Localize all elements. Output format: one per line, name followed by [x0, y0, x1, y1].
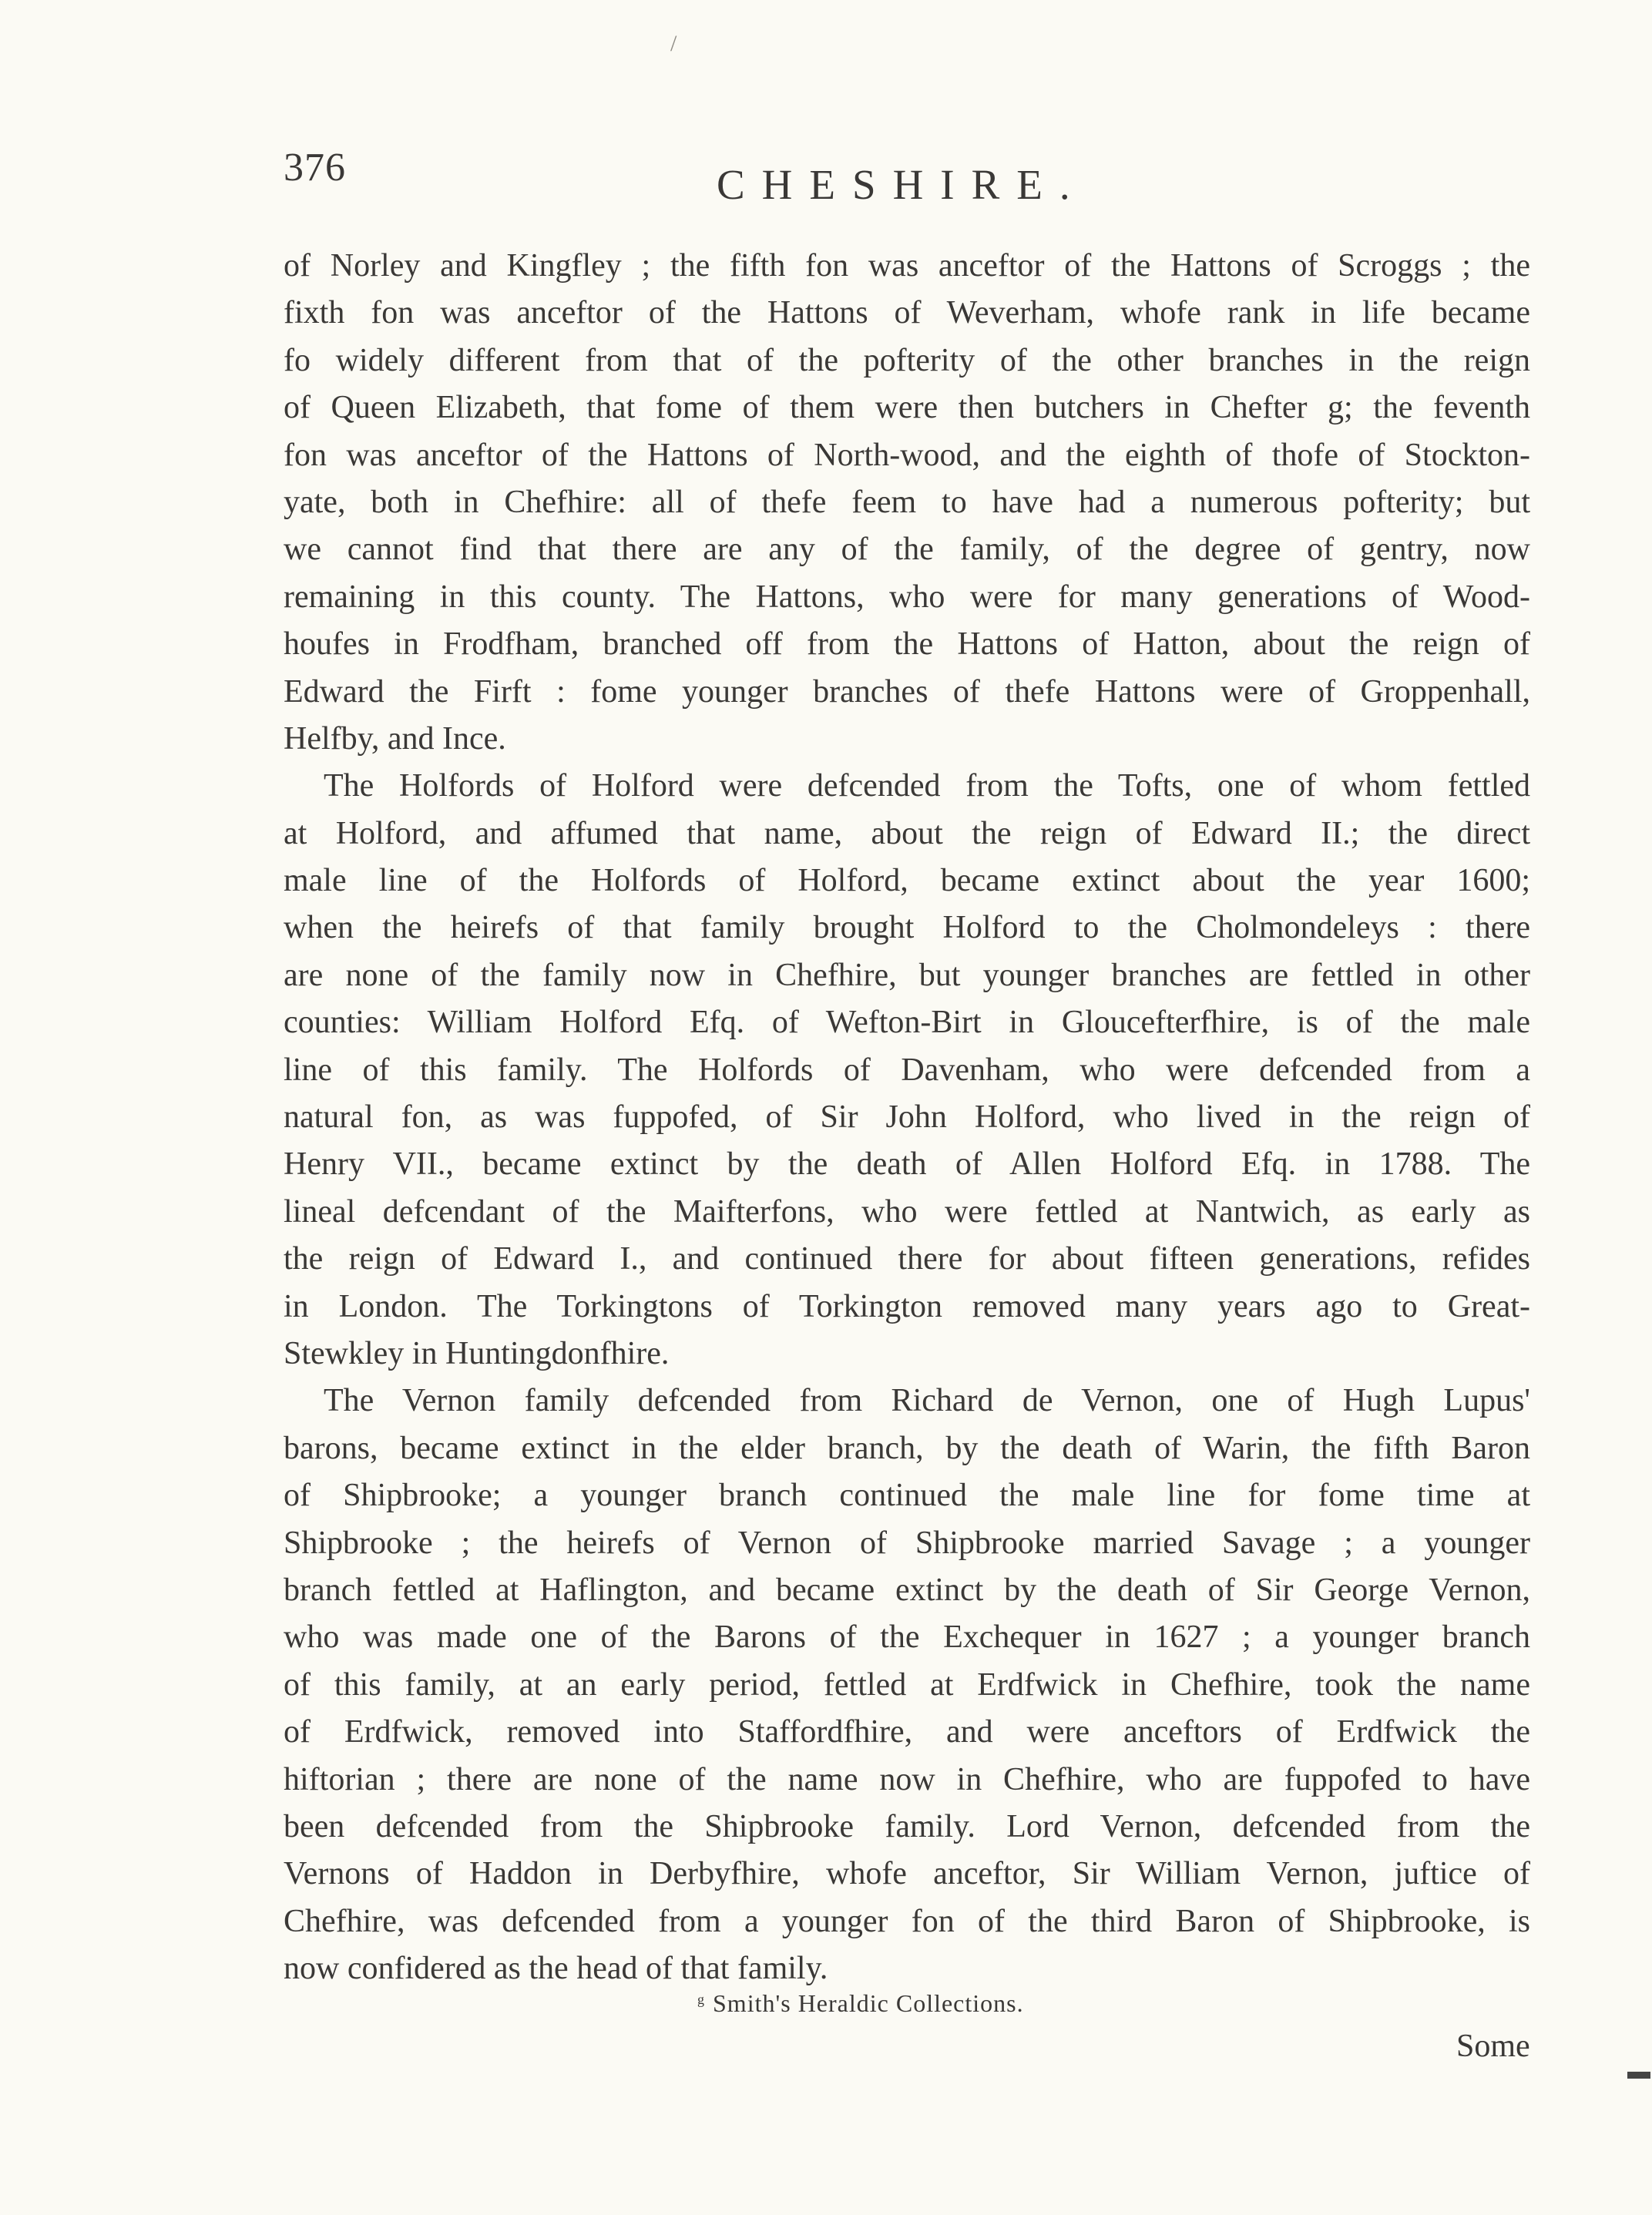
page-number: 376 [284, 146, 346, 190]
text-line: of this family, at an early period, fettled at Erdfwick in Chefhire, took the name [284, 1666, 1530, 1703]
text-line: barons, became extinct in the elder branch, by the death of Warin, the fifth Baron [284, 1430, 1530, 1466]
text-line: the reign of Edward I., and continued there for about fifteen generations, refides [284, 1241, 1530, 1277]
text-line: of Shipbrooke; a younger branch continued the male line for fome time at [284, 1478, 1530, 1514]
paragraph-vernons [284, 1378, 1530, 1992]
text-line: of Queen Elizabeth, that fome of them were then butchers in Chefter g; the feventh [284, 390, 1530, 426]
text-line: line of this family. The Holfords of Davenham, who were defcended from a [284, 1052, 1530, 1088]
footnote-text: Smith's Heraldic Collections. [713, 1989, 1024, 2017]
text-line: Chefhire, was defcended from a younger fon of the third Baron of Shipbrooke, is [284, 1903, 1530, 1939]
text-line: fon was anceftor of the Hattons of North-wood, and the eighth of thofe of Stockton- [284, 437, 1530, 473]
text-line: we cannot find that there are any of the family, of the degree of gentry, now [284, 532, 1530, 568]
text-line: at Holford, and affumed that name, about the reign of Edward II.; the direct [284, 815, 1530, 851]
running-head: CHESHIRE. [717, 161, 1087, 208]
paragraph-hattons [284, 243, 1530, 763]
footnote-mark: g [697, 1992, 705, 2007]
text-line: now confidered as the head of that family. [284, 1951, 828, 1987]
text-line: Stewkley in Huntingdonfhire. [284, 1335, 670, 1371]
text-line: houfes in Frodfham, branched off from the Hattons of Hatton, about the reign of [284, 626, 1530, 663]
text-line: lineal defcendant of the Maifterfons, who were fettled at Nantwich, as early as [284, 1193, 1530, 1230]
text-line: Henry VII., became extinct by the death of Allen Holford Efq. in 1788. The [284, 1146, 1530, 1183]
text-line: of Erdfwick, removed into Staffordfhire, and were anceftors of Erdfwick the [284, 1714, 1530, 1750]
text-line: remaining in this county. The Hattons, who were for many generations of Wood- [284, 579, 1530, 615]
text-line: Shipbrooke ; the heirefs of Vernon of Shipbrooke married Savage ; a younger [284, 1525, 1530, 1561]
text-line: fixth fon was anceftor of the Hattons of Weverham, whofe rank in life became [284, 295, 1530, 331]
text-line: Edward the Firft : fome younger branches of thefe Hattons were of Groppenhall, [284, 673, 1530, 710]
text-line: in London. The Torkingtons of Torkington removed many years ago to Great- [284, 1288, 1530, 1324]
text-line: are none of the family now in Chefhire, but younger branches are fettled in other [284, 957, 1530, 993]
body-text [284, 243, 1530, 1992]
scan-mark-icon: / [670, 31, 677, 56]
text-line: of Norley and Kingfley ; the fifth fon was anceftor of the Hattons of Scroggs ; the [284, 248, 1530, 284]
text-line: been defcended from the Shipbrooke family. Lord Vernon, defcended from the [284, 1808, 1530, 1844]
text-line: The Vernon family defcended from Richard de Vernon, one of Hugh Lupus' [324, 1383, 1530, 1419]
text-line: counties: William Holford Efq. of Wefton-Birt in Gloucefterfhire, is of the male [284, 1005, 1530, 1041]
edge-mark-icon: ▬ [1627, 2059, 1650, 2084]
text-line: when the heirefs of that family brought Holford to the Cholmondeleys : there [284, 910, 1530, 946]
text-line: fo widely different from that of the pofterity of the other branches in the reign [284, 342, 1530, 378]
text-line: yate, both in Chefhire: all of thefe feem to have had a numerous pofterity; but [284, 484, 1530, 520]
text-line: who was made one of the Barons of the Exchequer in 1627 ; a younger branch [284, 1619, 1530, 1656]
text-line: Helfby, and Ince. [284, 720, 506, 757]
text-line: male line of the Holfords of Holford, became extinct about the year 1600; [284, 863, 1530, 899]
text-line: Vernons of Haddon in Derbyfhire, whofe anceftor, Sir William Vernon, juftice of [284, 1856, 1530, 1892]
text-line: The Holfords of Holford were defcended from the Tofts, one of whom fettled [324, 768, 1530, 804]
catchword: Some [1456, 2029, 1530, 2064]
footnote [697, 1989, 1024, 2018]
paragraph-holfords [284, 763, 1530, 1378]
text-line: branch fettled at Haflington, and became extinct by the death of Sir George Vernon, [284, 1572, 1530, 1608]
text-line: natural fon, as was fuppofed, of Sir John Holford, who lived in the reign of [284, 1099, 1530, 1136]
text-line: hiftorian ; there are none of the name now in Chefhire, who are fuppofed to have [284, 1761, 1530, 1797]
